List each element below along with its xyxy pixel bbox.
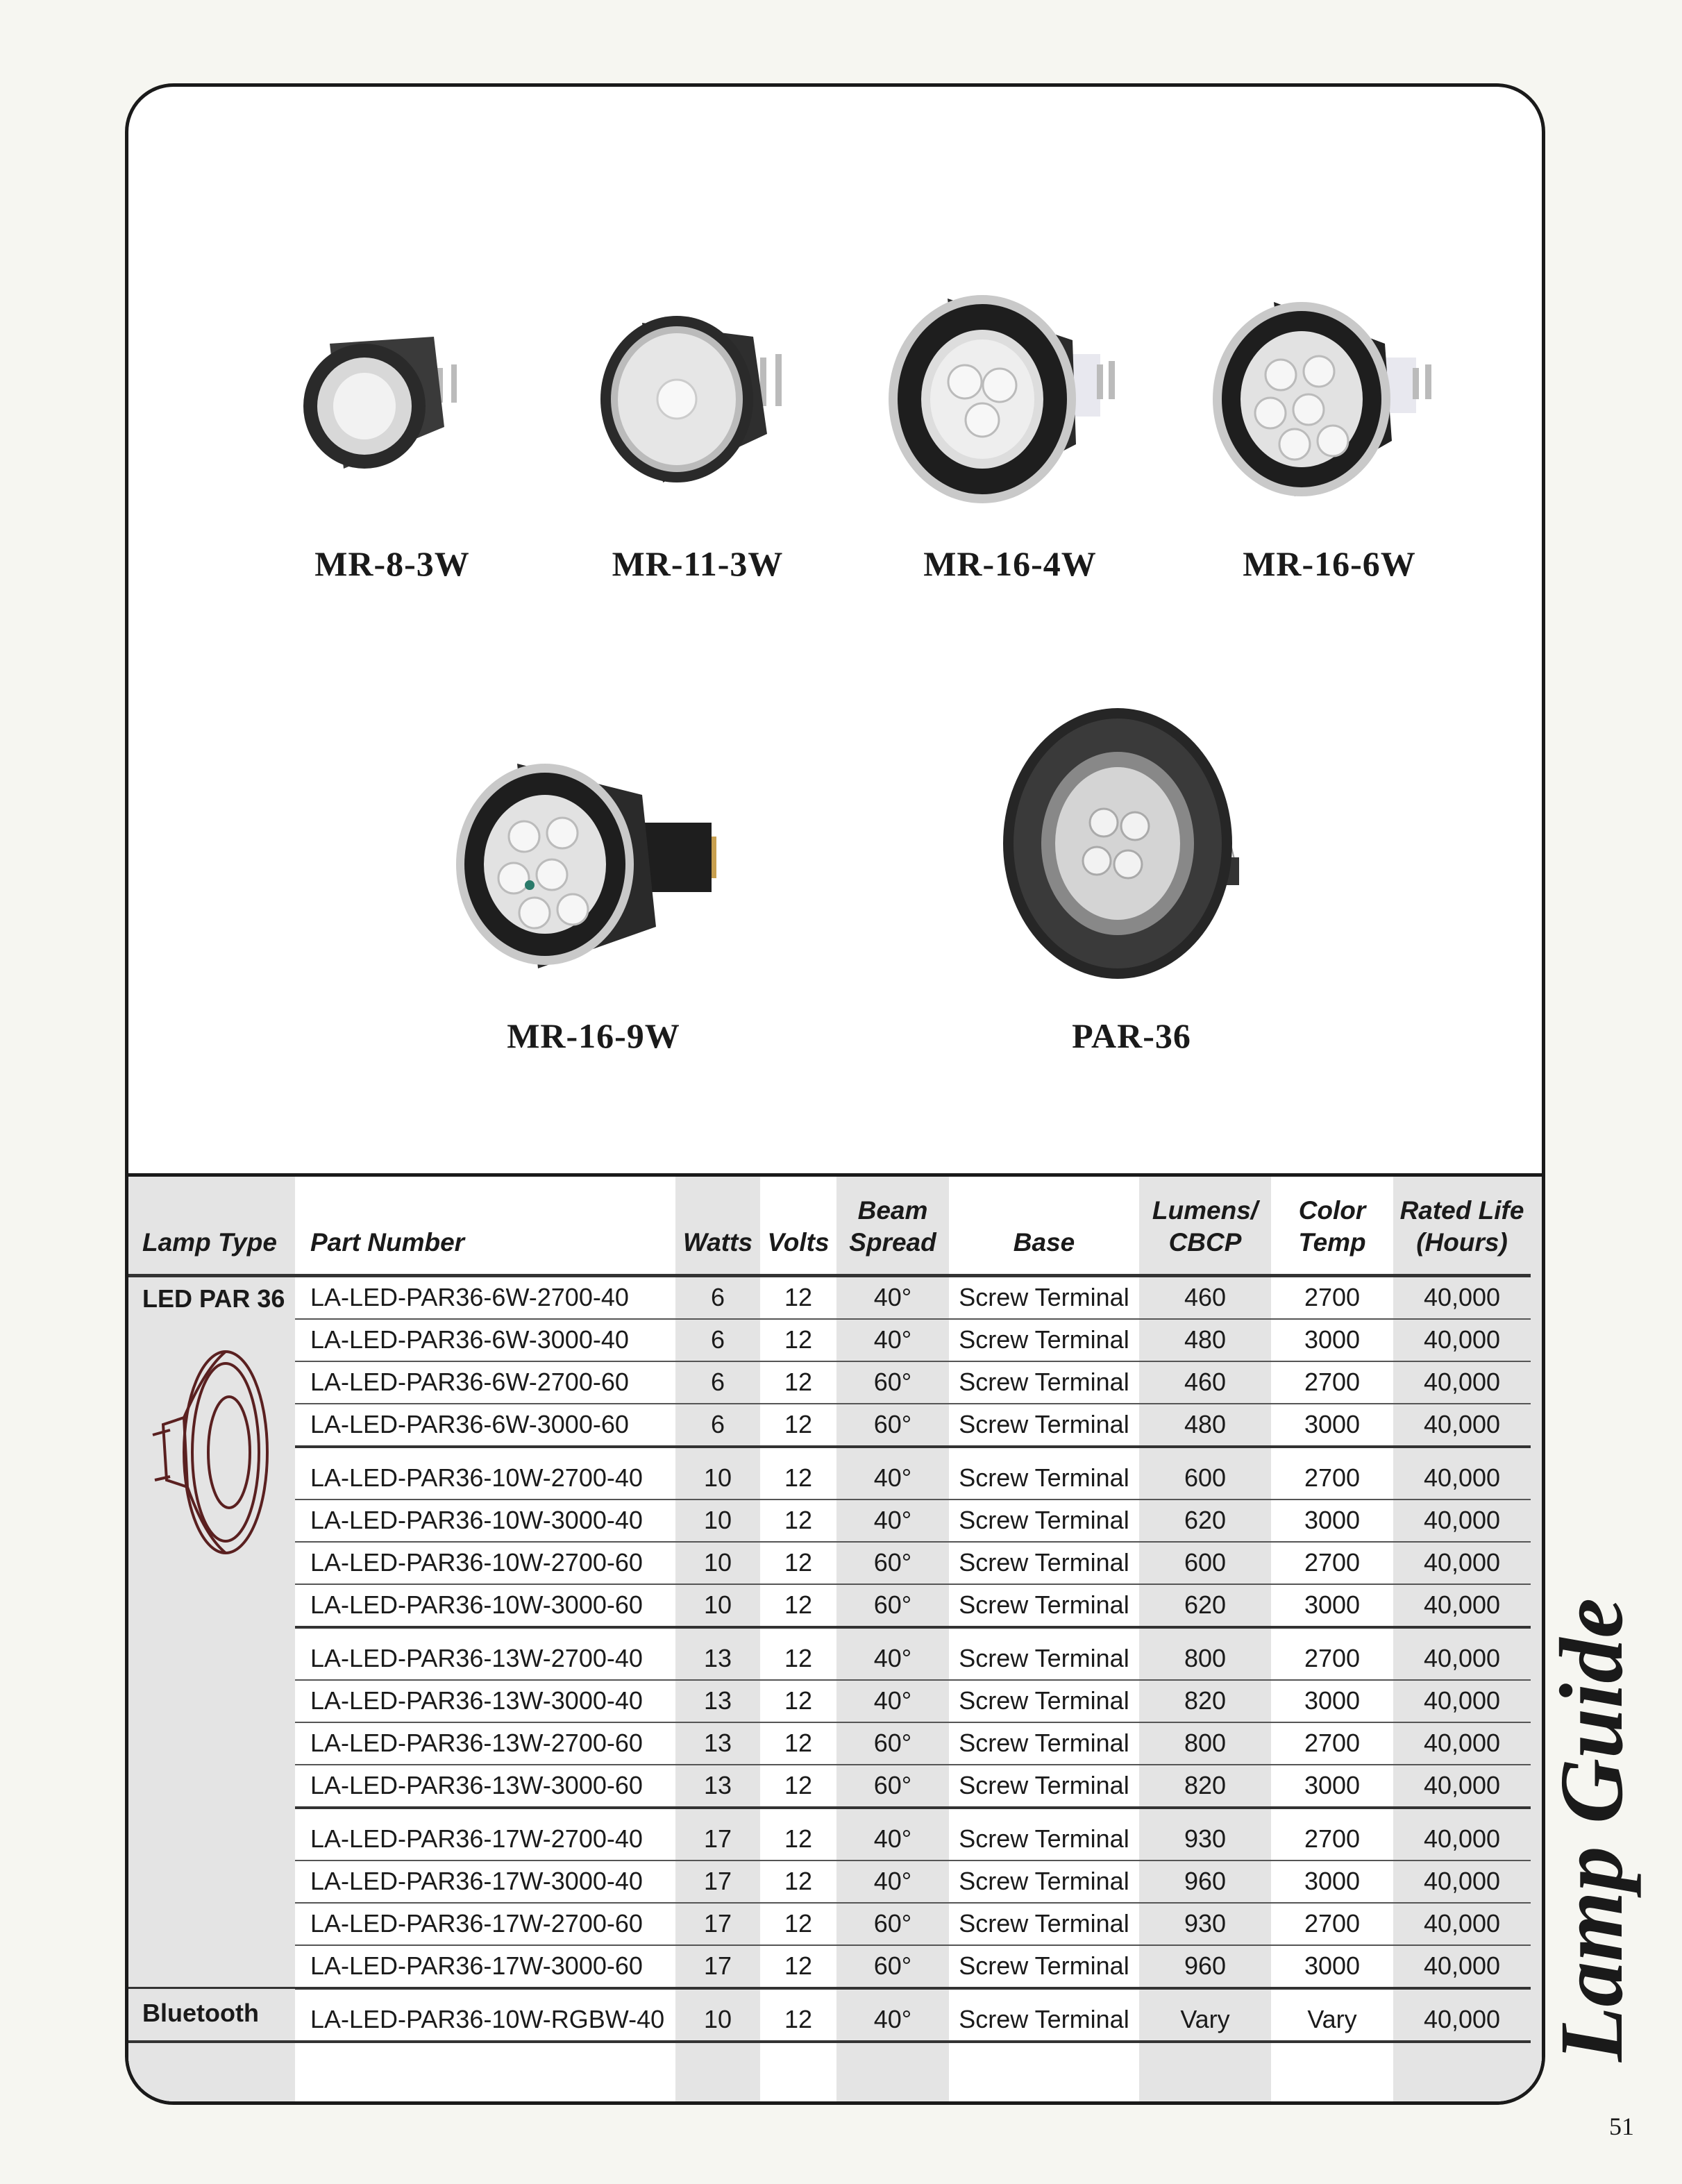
watts-cell: 10 — [675, 1500, 760, 1542]
lumens-cell: 600 — [1139, 1447, 1271, 1500]
beam-cell: 40° — [836, 1680, 949, 1722]
color-cell: 2700 — [1271, 1722, 1393, 1765]
header-watts: Watts — [675, 1177, 760, 1275]
lumens-cell: 620 — [1139, 1500, 1271, 1542]
life-cell: 40,000 — [1393, 1988, 1531, 2042]
par36-lamp-icon — [1000, 705, 1263, 996]
watts-cell: 10 — [675, 1542, 760, 1584]
beam-cell: 40° — [836, 1447, 949, 1500]
part-number-cell: LA-LED-PAR36-10W-RGBW-40 — [295, 1988, 675, 2042]
part-number-cell: LA-LED-PAR36-13W-2700-60 — [295, 1722, 675, 1765]
header-line: Beam — [857, 1195, 928, 1225]
part-number-cell: LA-LED-PAR36-10W-2700-40 — [295, 1447, 675, 1500]
color-cell: 3000 — [1271, 1500, 1393, 1542]
beam-cell: 40° — [836, 1319, 949, 1361]
life-cell: 40,000 — [1393, 1627, 1531, 1680]
color-cell: 3000 — [1271, 1319, 1393, 1361]
base-cell: Screw Terminal — [949, 1500, 1139, 1542]
base-cell: Screw Terminal — [949, 1945, 1139, 1988]
watts-cell: 17 — [675, 1945, 760, 1988]
base-cell: Screw Terminal — [949, 1361, 1139, 1404]
watts-cell: 10 — [675, 1988, 760, 2042]
part-number-cell: LA-LED-PAR36-6W-3000-60 — [295, 1404, 675, 1447]
color-cell: 3000 — [1271, 1584, 1393, 1627]
product-mr-11-3w — [573, 288, 823, 584]
color-cell: 3000 — [1271, 1860, 1393, 1903]
header-line: Rated Life — [1399, 1195, 1524, 1225]
beam-cell: 40° — [836, 1627, 949, 1680]
life-cell: 40,000 — [1393, 1860, 1531, 1903]
lumens-cell: 930 — [1139, 1808, 1271, 1860]
base-cell: Screw Terminal — [949, 1808, 1139, 1860]
watts-cell: 13 — [675, 1627, 760, 1680]
watts-cell: 6 — [675, 1404, 760, 1447]
life-cell: 40,000 — [1393, 1722, 1531, 1765]
base-cell: Screw Terminal — [949, 1765, 1139, 1808]
header-lumens — [1139, 1177, 1271, 1275]
product-label: MR-16-4W — [923, 544, 1097, 583]
mr16-lamp-icon — [1204, 288, 1454, 524]
volts-cell: 12 — [760, 1988, 836, 2042]
part-number-cell: LA-LED-PAR36-6W-3000-40 — [295, 1319, 675, 1361]
lumens-cell: 800 — [1139, 1722, 1271, 1765]
header-part-number: Part Number — [295, 1177, 675, 1275]
part-number-cell: LA-LED-PAR36-10W-2700-60 — [295, 1542, 675, 1584]
product-label: MR-16-9W — [507, 1016, 680, 1055]
volts-cell: 12 — [760, 1404, 836, 1447]
beam-cell: 40° — [836, 1275, 949, 1319]
side-title: Lamp Guide — [1542, 1597, 1642, 2062]
part-number-cell: LA-LED-PAR36-17W-3000-60 — [295, 1945, 675, 1988]
volts-cell: 12 — [760, 1447, 836, 1500]
par36-outline-icon — [149, 1341, 274, 1563]
color-cell: 3000 — [1271, 1680, 1393, 1722]
lumens-cell: 930 — [1139, 1903, 1271, 1945]
part-number-cell: LA-LED-PAR36-13W-3000-40 — [295, 1680, 675, 1722]
part-number-cell: LA-LED-PAR36-13W-2700-40 — [295, 1627, 675, 1680]
beam-cell: 40° — [836, 1500, 949, 1542]
empty-cell — [949, 2042, 1139, 2099]
product-mr-8-3w — [267, 295, 517, 584]
base-cell: Screw Terminal — [949, 1722, 1139, 1765]
empty-cell — [295, 2042, 675, 2099]
volts-cell: 12 — [760, 1945, 836, 1988]
table-row — [128, 1903, 1531, 1945]
product-label: MR-8-3W — [314, 544, 470, 583]
lamp-type-label: LED PAR 36 — [142, 1284, 285, 1313]
product-label: MR-11-3W — [612, 544, 784, 583]
header-line: Spread — [849, 1227, 936, 1257]
header-line: Temp — [1298, 1227, 1366, 1257]
lumens-cell: 800 — [1139, 1627, 1271, 1680]
table-row — [128, 1722, 1531, 1765]
volts-cell: 12 — [760, 1627, 836, 1680]
volts-cell: 12 — [760, 1808, 836, 1860]
part-number-cell: LA-LED-PAR36-6W-2700-40 — [295, 1275, 675, 1319]
life-cell: 40,000 — [1393, 1765, 1531, 1808]
watts-cell: 6 — [675, 1361, 760, 1404]
lamp-spec-table-area — [128, 1173, 1542, 2105]
table-row — [128, 1500, 1531, 1542]
watts-cell: 17 — [675, 1860, 760, 1903]
table-row — [128, 1319, 1531, 1361]
part-number-cell: LA-LED-PAR36-10W-3000-60 — [295, 1584, 675, 1627]
base-cell: Screw Terminal — [949, 1584, 1139, 1627]
part-number-cell: LA-LED-PAR36-17W-3000-40 — [295, 1860, 675, 1903]
table-row — [128, 1627, 1531, 1680]
part-number-cell: LA-LED-PAR36-13W-3000-60 — [295, 1765, 675, 1808]
lamp-guide-frame — [125, 83, 1545, 2105]
beam-cell: 40° — [836, 1860, 949, 1903]
empty-cell — [128, 2042, 295, 2099]
life-cell: 40,000 — [1393, 1808, 1531, 1860]
mr11-lamp-icon — [587, 288, 809, 524]
mr8-lamp-icon — [288, 295, 496, 524]
life-cell: 40,000 — [1393, 1945, 1531, 1988]
lamp-type-label: Bluetooth — [142, 1999, 259, 2027]
volts-cell: 12 — [760, 1722, 836, 1765]
product-mr-16-4w — [878, 278, 1142, 584]
volts-cell: 12 — [760, 1765, 836, 1808]
beam-cell: 60° — [836, 1542, 949, 1584]
watts-cell: 17 — [675, 1808, 760, 1860]
table-row — [128, 1361, 1531, 1404]
lumens-cell: Vary — [1139, 1988, 1271, 2042]
base-cell: Screw Terminal — [949, 1903, 1139, 1945]
beam-cell: 60° — [836, 1722, 949, 1765]
color-cell: 2700 — [1271, 1542, 1393, 1584]
header-rated-life — [1393, 1177, 1531, 1275]
base-cell: Screw Terminal — [949, 1627, 1139, 1680]
volts-cell: 12 — [760, 1680, 836, 1722]
table-row — [128, 1765, 1531, 1808]
volts-cell: 12 — [760, 1542, 836, 1584]
watts-cell: 6 — [675, 1319, 760, 1361]
table-row — [128, 1808, 1531, 1860]
beam-cell: 60° — [836, 1404, 949, 1447]
table-row — [128, 1447, 1531, 1500]
life-cell: 40,000 — [1393, 1361, 1531, 1404]
beam-cell: 60° — [836, 1765, 949, 1808]
part-number-cell: LA-LED-PAR36-10W-3000-40 — [295, 1500, 675, 1542]
color-cell: 2700 — [1271, 1627, 1393, 1680]
beam-cell: 60° — [836, 1584, 949, 1627]
part-number-cell: LA-LED-PAR36-17W-2700-60 — [295, 1903, 675, 1945]
color-cell: 2700 — [1271, 1808, 1393, 1860]
color-cell: 2700 — [1271, 1903, 1393, 1945]
volts-cell: 12 — [760, 1500, 836, 1542]
header-line: CBCP — [1168, 1227, 1242, 1257]
header-base: Base — [949, 1177, 1139, 1275]
table-row — [128, 1860, 1531, 1903]
watts-cell: 13 — [675, 1722, 760, 1765]
volts-cell: 12 — [760, 1584, 836, 1627]
page-number: 51 — [1609, 2112, 1634, 2140]
beam-cell: 60° — [836, 1361, 949, 1404]
table-header-row — [128, 1177, 1531, 1275]
product-mr-16-6w — [1197, 288, 1461, 584]
volts-cell: 12 — [760, 1361, 836, 1404]
product-label: MR-16-6W — [1243, 544, 1416, 583]
table-row — [128, 1542, 1531, 1584]
beam-cell: 60° — [836, 1945, 949, 1988]
life-cell: 40,000 — [1393, 1500, 1531, 1542]
color-cell: 2700 — [1271, 1361, 1393, 1404]
beam-cell: 40° — [836, 1808, 949, 1860]
color-cell: Vary — [1271, 1988, 1393, 2042]
table-filler-row — [128, 2042, 1531, 2099]
header-lamp-type: Lamp Type — [128, 1177, 295, 1275]
base-cell: Screw Terminal — [949, 1542, 1139, 1584]
lamp-spec-table — [128, 1177, 1531, 2099]
color-cell: 3000 — [1271, 1404, 1393, 1447]
color-cell: 2700 — [1271, 1447, 1393, 1500]
base-cell: Screw Terminal — [949, 1319, 1139, 1361]
lumens-cell: 460 — [1139, 1361, 1271, 1404]
watts-cell: 13 — [675, 1765, 760, 1808]
watts-cell: 17 — [675, 1903, 760, 1945]
lumens-cell: 620 — [1139, 1584, 1271, 1627]
part-number-cell: LA-LED-PAR36-6W-2700-60 — [295, 1361, 675, 1404]
life-cell: 40,000 — [1393, 1404, 1531, 1447]
product-par-36 — [993, 705, 1270, 1056]
color-cell: 3000 — [1271, 1765, 1393, 1808]
life-cell: 40,000 — [1393, 1275, 1531, 1319]
header-color-temp — [1271, 1177, 1393, 1275]
volts-cell: 12 — [760, 1860, 836, 1903]
mr16-9w-lamp-icon — [455, 746, 732, 996]
lumens-cell: 960 — [1139, 1860, 1271, 1903]
header-line: (Hours) — [1416, 1227, 1508, 1257]
color-cell: 3000 — [1271, 1945, 1393, 1988]
table-row — [128, 1988, 1531, 2042]
life-cell: 40,000 — [1393, 1680, 1531, 1722]
empty-cell — [675, 2042, 760, 2099]
empty-cell — [760, 2042, 836, 2099]
empty-cell — [1271, 2042, 1393, 2099]
lumens-cell: 820 — [1139, 1680, 1271, 1722]
lumens-cell: 600 — [1139, 1542, 1271, 1584]
lamp-type-cell — [128, 1988, 295, 2042]
mr16-lamp-icon — [885, 278, 1135, 524]
table-row — [128, 1584, 1531, 1627]
life-cell: 40,000 — [1393, 1542, 1531, 1584]
life-cell: 40,000 — [1393, 1584, 1531, 1627]
watts-cell: 13 — [675, 1680, 760, 1722]
table-row — [128, 1275, 1531, 1319]
lamp-type-cell — [128, 1275, 295, 1988]
table-row — [128, 1945, 1531, 1988]
life-cell: 40,000 — [1393, 1319, 1531, 1361]
watts-cell: 6 — [675, 1275, 760, 1319]
volts-cell: 12 — [760, 1903, 836, 1945]
watts-cell: 10 — [675, 1584, 760, 1627]
table-row — [128, 1680, 1531, 1722]
lumens-cell: 960 — [1139, 1945, 1271, 1988]
header-line: Color — [1298, 1195, 1366, 1225]
base-cell: Screw Terminal — [949, 1447, 1139, 1500]
lumens-cell: 820 — [1139, 1765, 1271, 1808]
watts-cell: 10 — [675, 1447, 760, 1500]
empty-cell — [1393, 2042, 1531, 2099]
base-cell: Screw Terminal — [949, 1860, 1139, 1903]
life-cell: 40,000 — [1393, 1903, 1531, 1945]
volts-cell: 12 — [760, 1275, 836, 1319]
base-cell: Screw Terminal — [949, 1680, 1139, 1722]
lumens-cell: 460 — [1139, 1275, 1271, 1319]
color-cell: 2700 — [1271, 1275, 1393, 1319]
lumens-cell: 480 — [1139, 1319, 1271, 1361]
empty-cell — [1139, 2042, 1271, 2099]
header-line: Lumens/ — [1152, 1195, 1259, 1225]
beam-cell: 60° — [836, 1903, 949, 1945]
empty-cell — [836, 2042, 949, 2099]
life-cell: 40,000 — [1393, 1447, 1531, 1500]
volts-cell: 12 — [760, 1319, 836, 1361]
part-number-cell: LA-LED-PAR36-17W-2700-40 — [295, 1808, 675, 1860]
product-label: PAR-36 — [1072, 1016, 1191, 1055]
base-cell: Screw Terminal — [949, 1275, 1139, 1319]
product-mr-16-9w — [448, 746, 739, 1056]
table-row — [128, 1404, 1531, 1447]
header-beam-spread — [836, 1177, 949, 1275]
base-cell: Screw Terminal — [949, 1404, 1139, 1447]
base-cell: Screw Terminal — [949, 1988, 1139, 2042]
lumens-cell: 480 — [1139, 1404, 1271, 1447]
beam-cell: 40° — [836, 1988, 949, 2042]
header-volts: Volts — [760, 1177, 836, 1275]
